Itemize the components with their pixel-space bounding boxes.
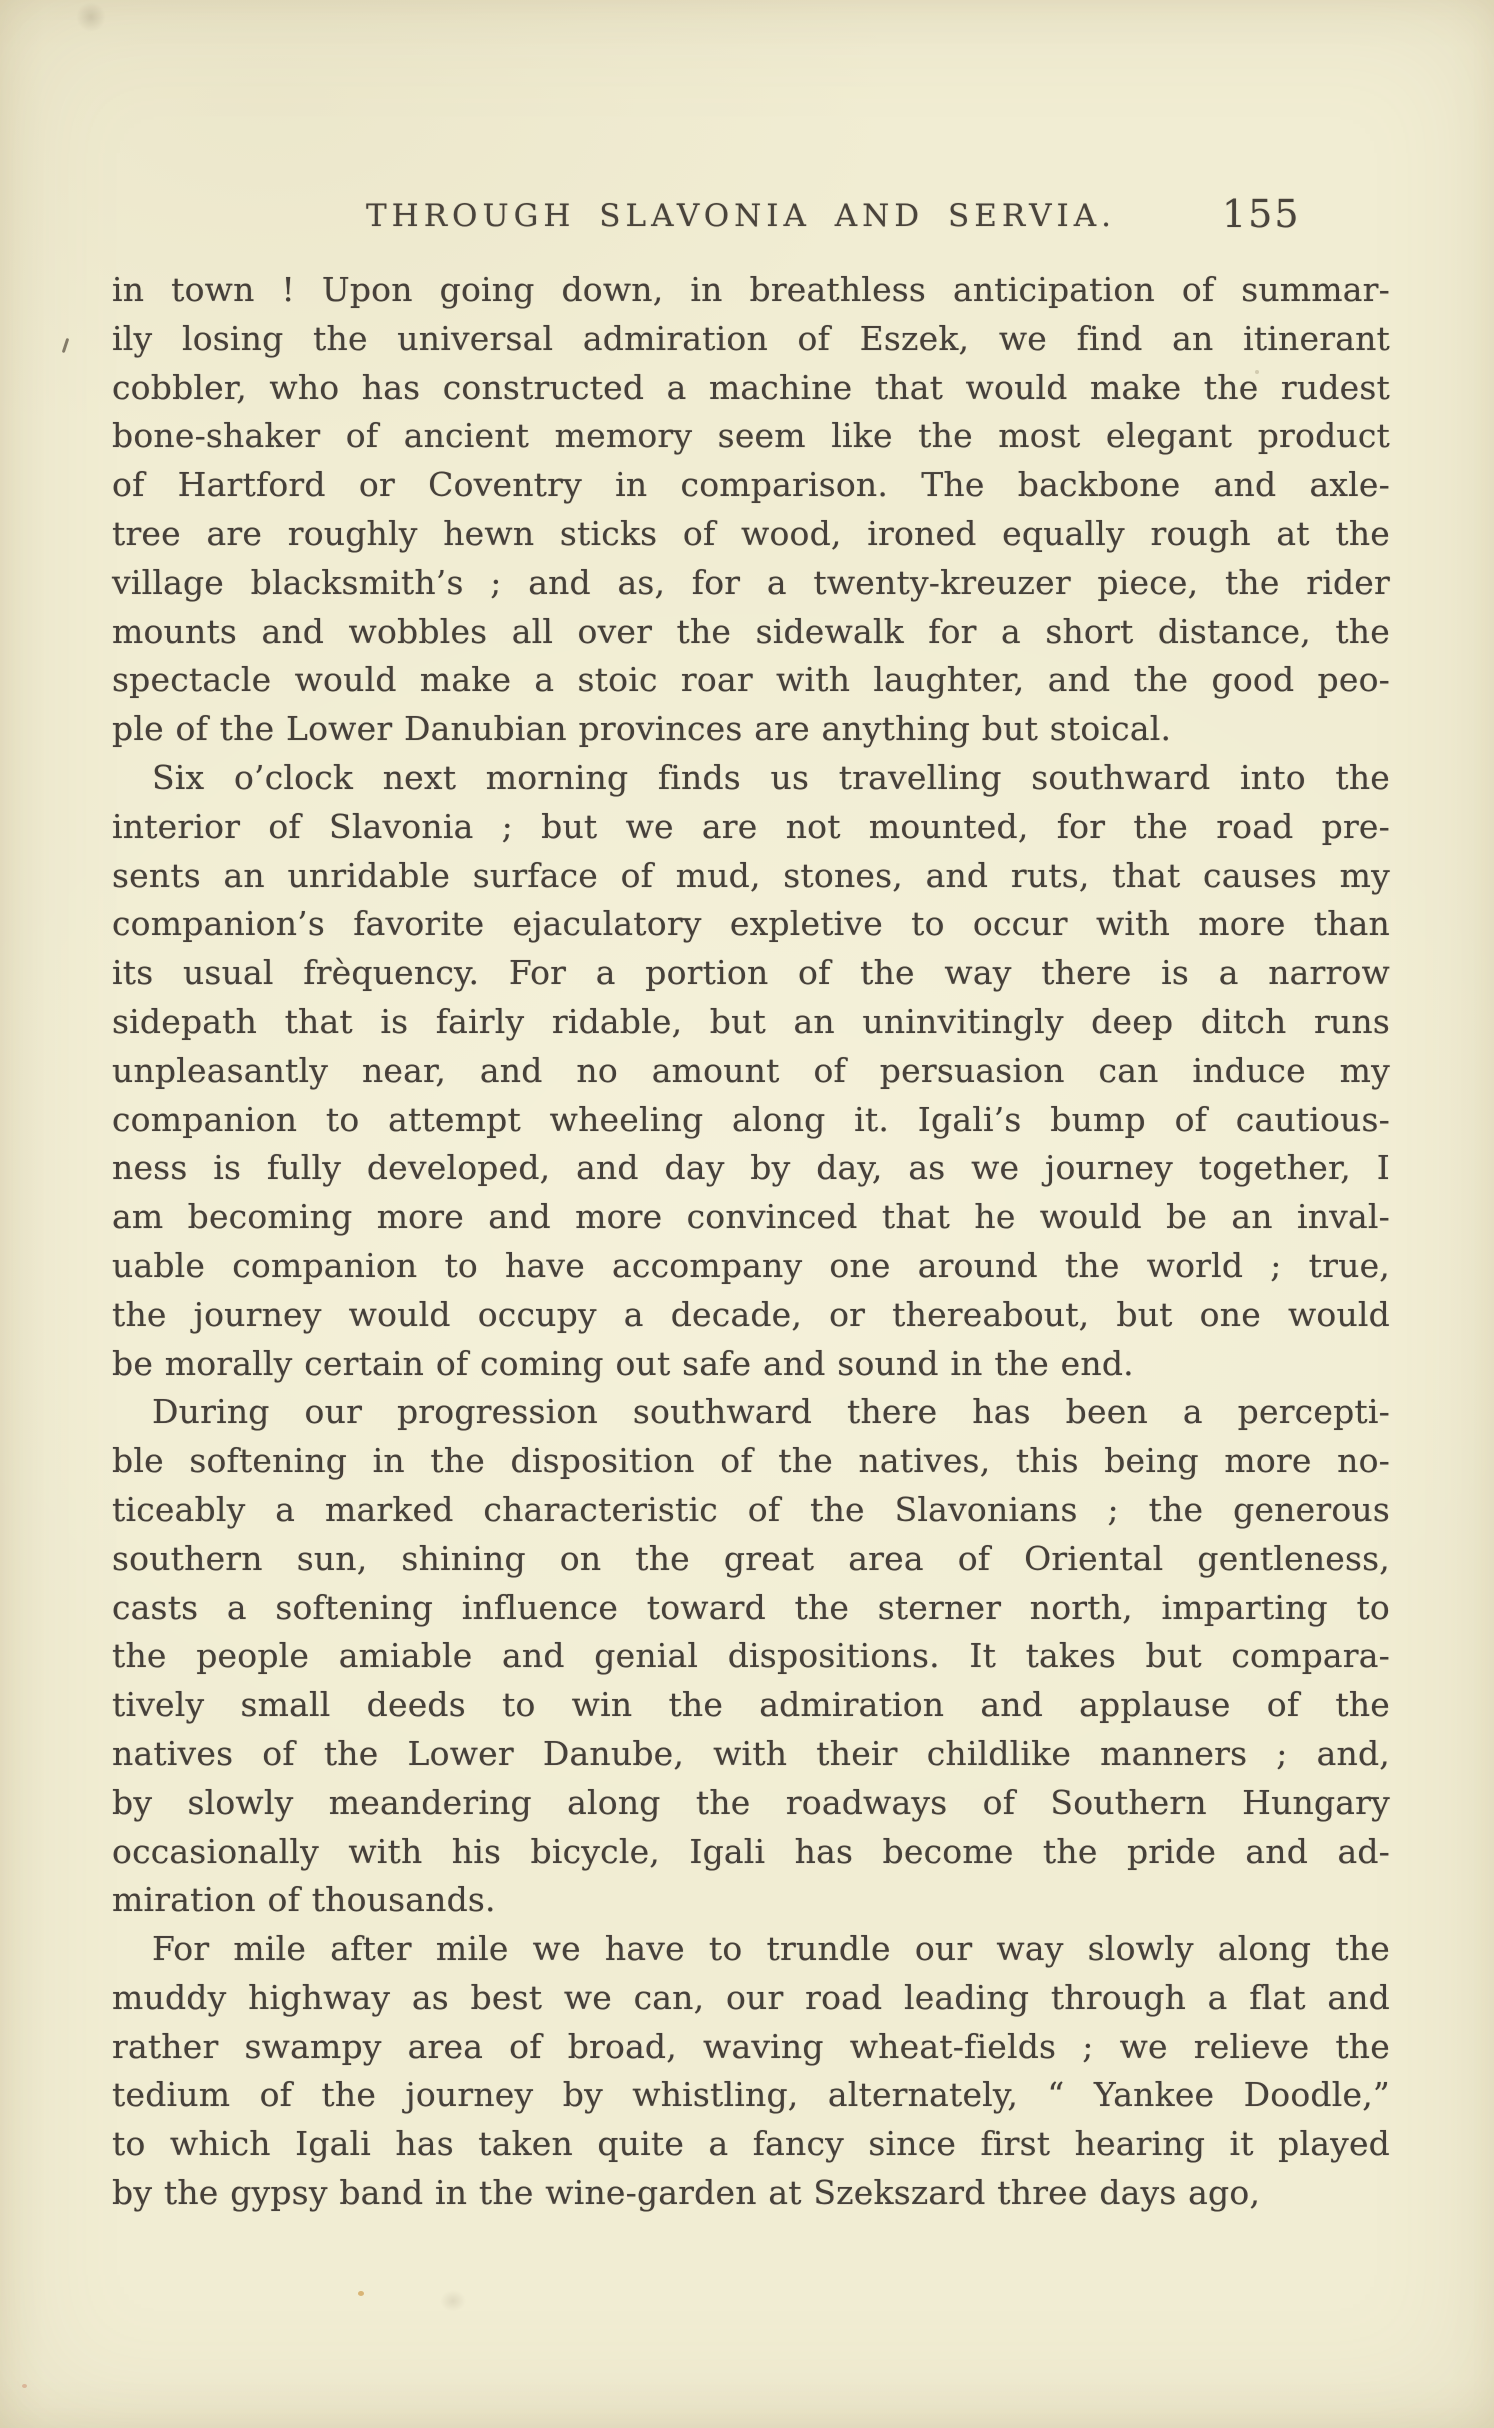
text-line: casts a softening influence toward the sterner north, imparting to (112, 1587, 1390, 1627)
running-title: THROUGH SLAVONIA AND SERVIA. (366, 198, 1116, 234)
text-line: of Hartford or Coventry in comparison. The backbone and axle- (112, 465, 1390, 505)
text-line: companion to attempt wheeling along it. Igali’s bump of cautious- (112, 1099, 1390, 1139)
text-line: natives of the Lower Danube, with their childlike manners ; and, (112, 1733, 1390, 1773)
text-line: the people amiable and genial dispositions. It takes but compara- (112, 1636, 1390, 1676)
text-line: rather swampy area of broad, waving wheat-fields ; we relieve the (112, 2026, 1390, 2066)
text-line: mounts and wobbles all over the sidewalk for a short distance, the (112, 611, 1390, 651)
text-line: ily losing the universal admiration of Eszek, we find an itinerant (112, 318, 1390, 358)
foxing-speck (1255, 370, 1259, 374)
text-line: to which Igali has taken quite a fancy since first hearing it played (112, 2124, 1390, 2164)
text-line: Six o’clock next morning finds us travelling southward into the (152, 757, 1390, 797)
foxing-speck (22, 2384, 27, 2388)
text-line: ness is fully developed, and day by day, as we journey together, I (112, 1148, 1390, 1188)
text-line: sidepath that is fairly ridable, but an uninvitingly deep ditch runs (112, 1001, 1390, 1041)
text-line: sents an unridable surface of mud, stones, and ruts, that causes my (112, 855, 1390, 895)
text-line: the journey would occupy a decade, or thereabout, but one would (112, 1294, 1390, 1334)
text-line: spectacle would make a stoic roar with laughter, and the good peo- (112, 660, 1390, 700)
text-line: by slowly meandering along the roadways of Southern Hungary (112, 1782, 1390, 1822)
text-line: miration of thousands. (112, 1880, 496, 1920)
scan-smudge (76, 2, 106, 32)
text-line: tively small deeds to win the admiration and applause of the (112, 1685, 1390, 1725)
text-line: tree are roughly hewn sticks of wood, ironed equally rough at the (112, 513, 1390, 553)
text-line: am becoming more and more convinced that he would be an inval- (112, 1197, 1390, 1237)
foxing-speck (358, 2291, 364, 2296)
text-line: occasionally with his bicycle, Igali has become the pride and ad- (112, 1831, 1390, 1871)
text-line: ticeably a marked characteristic of the Slavonians ; the generous (112, 1489, 1390, 1529)
text-line: ble softening in the disposition of the natives, this being more no- (112, 1441, 1390, 1481)
text-line: its usual frèquency. For a portion of the way there is a narrow (112, 953, 1390, 993)
text-line: southern sun, shining on the great area of Oriental gentleness, (112, 1538, 1390, 1578)
page-number: 155 (1222, 192, 1301, 236)
text-line: ple of the Lower Danubian provinces are anything but stoical. (112, 709, 1172, 749)
text-line: village blacksmith’s ; and as, for a twenty-kreuzer piece, the rider (112, 562, 1390, 602)
text-line: unpleasantly near, and no amount of persuasion can induce my (112, 1050, 1390, 1090)
text-line: companion’s favorite ejaculatory expletive to occur with more than (112, 904, 1390, 944)
body-text-block (112, 266, 1390, 2218)
text-line: uable companion to have accompany one around the world ; true, (112, 1245, 1390, 1285)
text-line: muddy highway as best we can, our road leading through a flat and (112, 1977, 1390, 2017)
margin-ink-mark (62, 338, 69, 353)
text-line: be morally certain of coming out safe and sound in the end. (112, 1343, 1134, 1383)
text-line: bone-shaker of ancient memory seem like the most elegant product (112, 416, 1390, 456)
text-line: For mile after mile we have to trundle our way slowly along the (152, 1929, 1390, 1969)
text-line: cobbler, who has constructed a machine that would make the rudest (112, 367, 1390, 407)
text-line: During our progression southward there has been a percepti- (152, 1392, 1390, 1432)
scan-smudge (440, 2290, 466, 2312)
text-line: interior of Slavonia ; but we are not mounted, for the road pre- (112, 806, 1390, 846)
text-line: by the gypsy band in the wine-garden at Szekszard three days ago, (112, 2173, 1261, 2213)
text-line: tedium of the journey by whistling, alternately, “ Yankee Doodle,” (112, 2075, 1390, 2115)
text-line: in town ! Upon going down, in breathless anticipation of summar- (112, 270, 1390, 309)
